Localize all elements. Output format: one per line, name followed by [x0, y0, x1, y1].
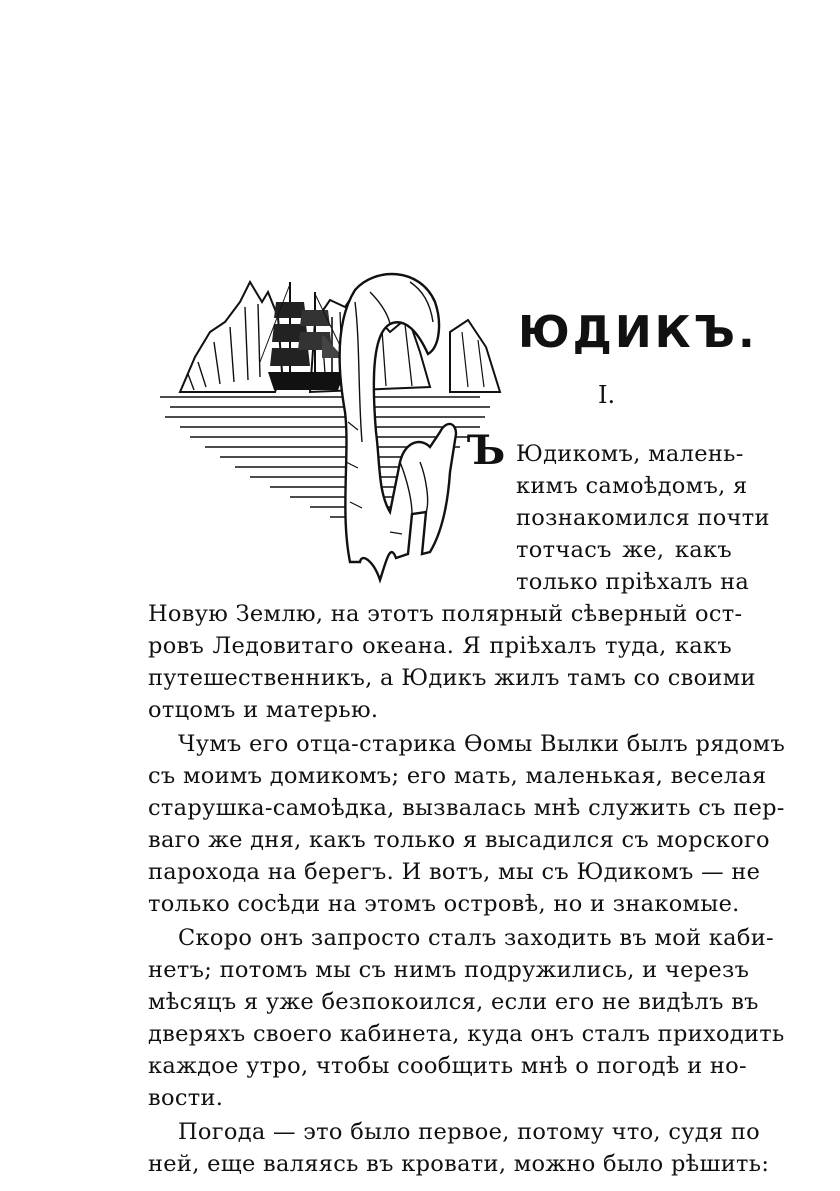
- text-line: вости.: [148, 1085, 224, 1111]
- text-line: Юдикомъ, малень-: [516, 441, 744, 467]
- text-line: Погода — это было первое, потому что, судя по: [178, 1119, 760, 1145]
- text-line: только пріѣхалъ на: [516, 569, 750, 595]
- text-line: тотчасъ же, какъ: [516, 537, 732, 563]
- text-line: нетъ; потомъ мы съ нимъ подружились, и черезъ: [148, 957, 750, 983]
- text-line: Скоро онъ запросто сталъ заходить въ мой каби-: [178, 925, 774, 951]
- text-line: Новую Землю, на этотъ полярный сѣверный ост-: [148, 601, 743, 627]
- text-line: каждое утро, чтобы сообщить мнѣ о погодѣ и но-: [148, 1053, 747, 1079]
- drop-cap-letter: Ъ: [467, 427, 506, 474]
- text-line: познакомился почти: [516, 505, 770, 531]
- chapter-number: I.: [598, 381, 616, 409]
- text-line: старушка-самоѣдка, вызвалась мнѣ служить съ пер-: [148, 795, 785, 821]
- text-line: мѣсяцъ я уже безпокоился, если его не видѣлъ въ: [148, 989, 759, 1015]
- text-line: ровъ Ледовитаго океана. Я пріѣхалъ туда, какъ: [148, 633, 732, 659]
- text-line: кимъ самоѣдомъ, я: [516, 473, 748, 499]
- illustrated-initial: [150, 262, 510, 582]
- text-line: ваго же дня, какъ только я высадился съ морского: [148, 827, 770, 853]
- text-line: парохода на берегъ. И вотъ, мы съ Юдикомъ — не: [148, 859, 761, 885]
- arctic-scene-illustration: [150, 262, 510, 582]
- story-title: ЮДИКЪ.: [518, 307, 758, 358]
- text-line: путешественникъ, а Юдикъ жилъ тамъ со своими: [148, 665, 756, 691]
- text-line: съ моимъ домикомъ; его мать, маленькая, веселая: [148, 763, 767, 789]
- text-line: Чумъ его отца-старика Ѳомы Вылки былъ рядомъ: [178, 731, 786, 757]
- text-line: отцомъ и матерью.: [148, 697, 379, 723]
- text-line: дверяхъ своего кабинета, куда онъ сталъ приходить: [148, 1021, 785, 1047]
- text-line: ней, еще валяясь въ кровати, можно было рѣшить:: [148, 1151, 770, 1177]
- text-line: только сосѣди на этомъ островѣ, но и знакомые.: [148, 891, 740, 917]
